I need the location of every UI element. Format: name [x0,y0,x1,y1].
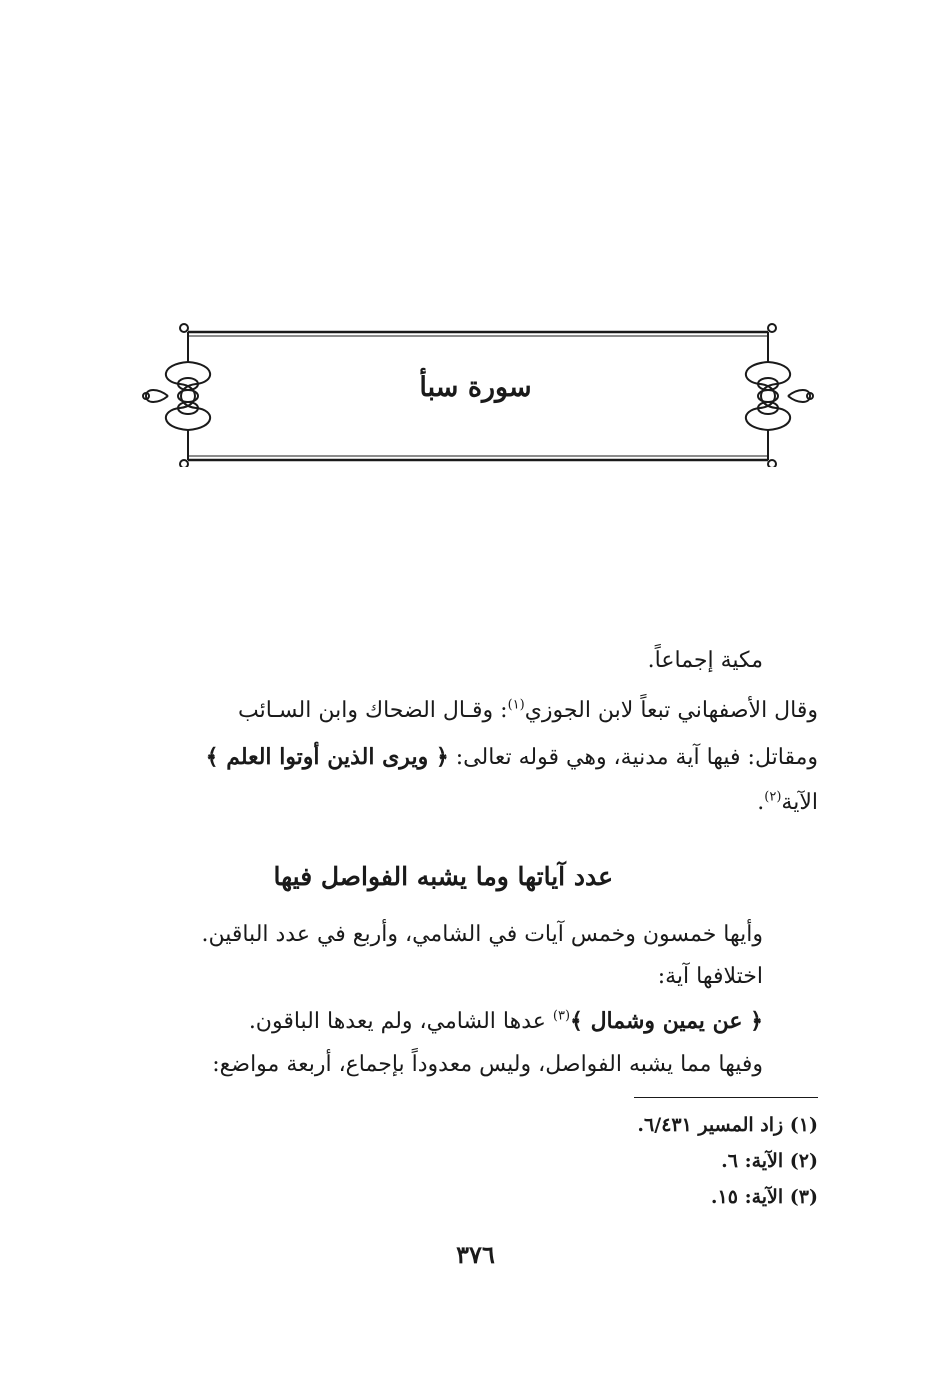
section-line-3 [249,1010,763,1033]
section-line-1: وأيها خمسون وخمس آيات في الشامي، وأربع في عدد الباقين. [201,922,763,947]
section-line-4: وفيها مما يشبه الفواصل، وليس معدوداً بإجماع، أربعة مواضع: [212,1052,763,1077]
footnote-ref-1: (١) [507,697,525,713]
quran-quote: ﴿ ويرى الذين أوتوا العلم ﴾ [205,744,449,770]
section-line-2: اختلافها آية: [657,964,763,989]
intro-line-2-part-a: وقال الأصفهاني تبعاً لابن الجوزي [524,698,818,723]
intro-line-4 [757,789,818,815]
intro-line-2-text [238,697,818,723]
footnote-1: (١) زاد المسير ٦/٤٣١. [637,1114,818,1136]
intro-line-2-part-b: : وقـال الضحاك وابن السـائب [238,698,508,723]
intro-line-1: مكية إجماعاً. [647,648,763,673]
page-number: ٣٧٦ [456,1240,495,1269]
section-heading: عدد آياتها وما يشبه الفواصل فيها [273,862,613,891]
footnote-ref-2: (٢) [764,789,782,805]
intro-line-4-part-a: الآية [781,790,818,815]
section-line-3-part-b: عدها الشامي، ولم يعدها الباقون. [248,1009,553,1034]
footnote-divider [634,1097,818,1098]
footnote-ref-3: (٣) [552,1008,571,1024]
quran-quote-2: ﴿ عن يمين وشمال ﴾ [570,1008,763,1034]
intro-line-2 [128,697,818,723]
intro-line-3-part-a: ومقاتل: فيها آية مدنية، وهي قوله تعالى: [448,745,818,770]
footnote-2: (٢) الآية: ٦. [721,1150,818,1172]
intro-line-3 [206,746,818,769]
footnote-3: (٣) الآية: ١٥. [710,1186,818,1208]
intro-line-4-part-b: . [757,790,765,815]
surah-title: سورة سبأ [419,372,532,403]
